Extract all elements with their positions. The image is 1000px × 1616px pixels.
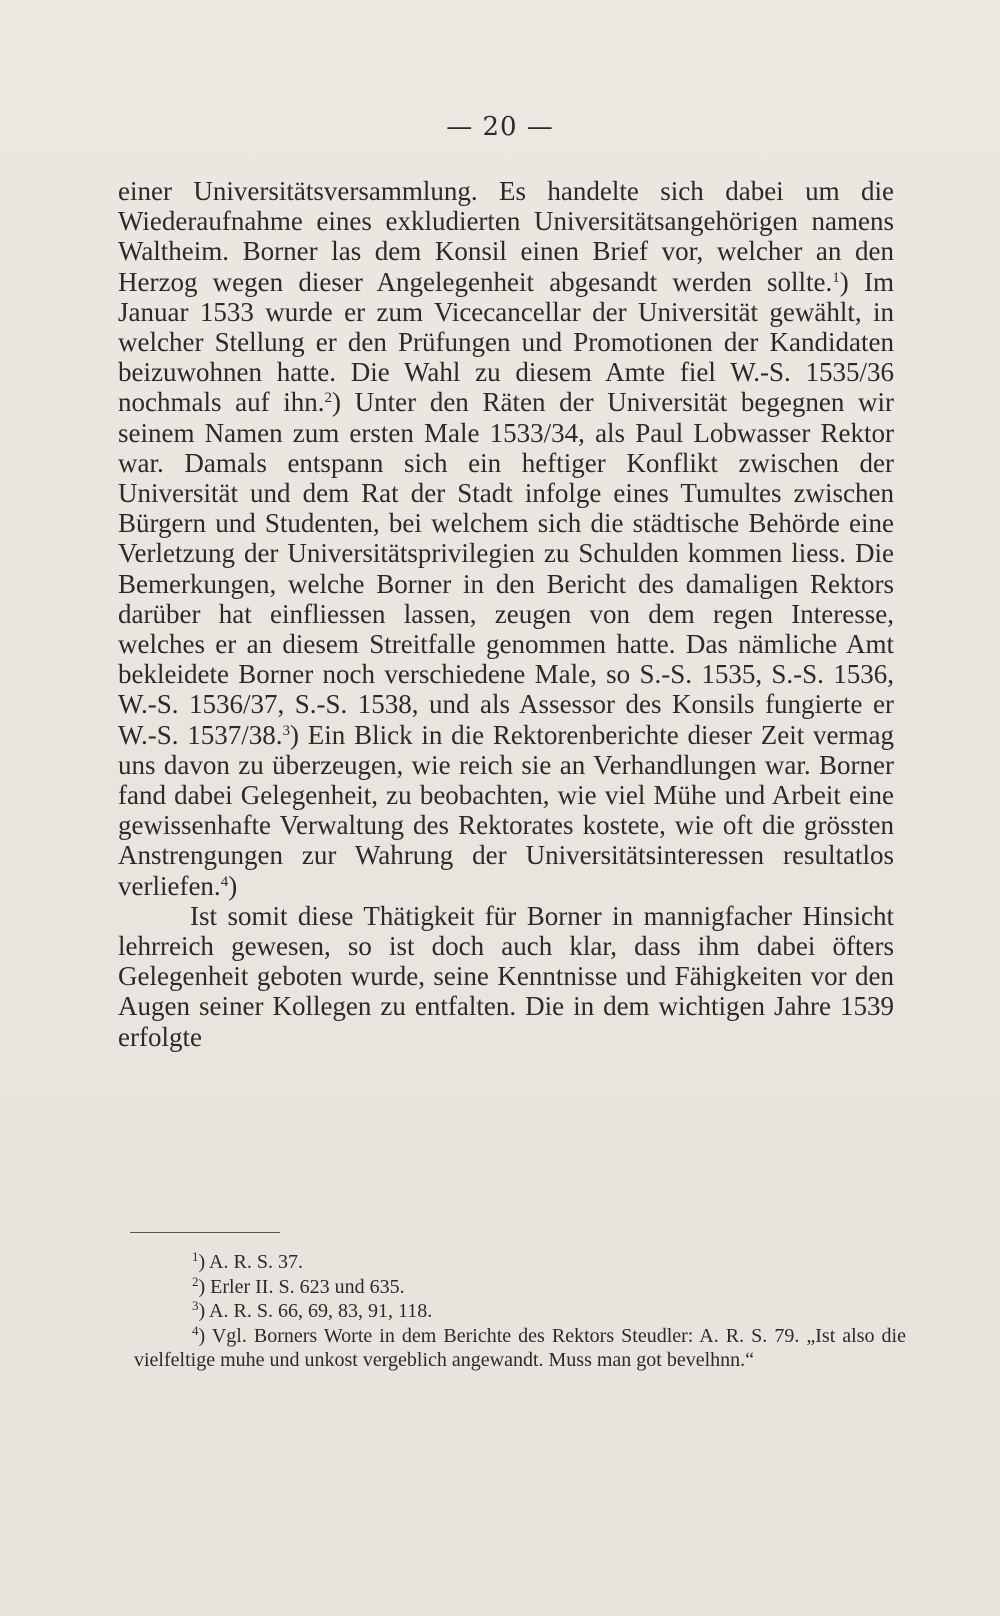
footnote-4: [134, 1324, 906, 1373]
paragraph-1-part-c: ) Unter den Räten der Universität begegnen wir seinem Namen zum ersten Male 1533/34, als Paul Lobwasser Rektor war. Damals entspann sich ein heftiger Konflikt zwischen der Universität und dem Rat der Stadt infolge eines Tumultes zwischen Bürgern und Studenten, bei welchem sich die städtische Behörde eine Verletzung der Universitätsprivilegien zu Schulden kommen liess. Die Bemerkungen, welche Borner in den Bericht des damaligen Rektors darüber hat einfliessen lassen, zeugen von dem regen Interesse, welches er an diesem Streitfalle genommen hatte. Das nämliche Amt bekleidete Borner noch verschiedene Male, so S.-S. 1535, S.-S. 1536, W.-S. 1536/37, S.-S. 1538, und als Assessor des Konsils fungierte er W.-S. 1537/38.: [118, 387, 894, 750]
footnote-mark: 4: [192, 1322, 199, 1338]
footnote-text: ) A. R. S. 37.: [198, 1251, 303, 1273]
paragraph-1-part-b: ) Im Januar 1533 wurde er zum Vicecancellar der Universität gewählt, in welcher Stellung er den Prüfungen und Promotionen der Kandidaten beizuwohnen hatte. Die Wahl zu diesem Amte fiel W.-S. 1535/36 nochmals auf ihn.: [118, 266, 894, 418]
page-number: — 20 —: [446, 112, 554, 142]
paragraph-1-part-d: ) Ein Blick in die Rektorenberichte dieser Zeit vermag uns davon zu überzeugen, wie reich sie an Verhandlungen war. Borner fand dabei Gelegenheit, zu beobachten, wie viel Mühe und Arbeit eine gewissenhafte Verwaltung des Rektorates kostete, wie oft die grössten Anstrengungen zur Wahrung der Universitätsinteressen resultatlos verliefen.: [118, 719, 895, 901]
footnote-mark: 1: [192, 1249, 199, 1264]
footnote-ref-4: 4: [220, 873, 229, 890]
footnote-mark: 3: [192, 1298, 199, 1313]
footnote-ref-1: 1: [832, 269, 840, 286]
footnote-3: [134, 1299, 906, 1324]
footnote-2: [134, 1275, 906, 1300]
main-text: [118, 176, 894, 1052]
footnote-text: ) Vgl. Borners Worte in dem Berichte des Rektors Steudler: A. R. S. 79. „Ist also die vielfeltige muhe und unkost vergeblich angewandt. Muss man got bevelhnn.“: [134, 1324, 906, 1371]
paragraph-1-part-e: ): [228, 870, 238, 901]
paragraph-1: [118, 176, 894, 901]
footnote-separator: [130, 1232, 280, 1233]
footnote-text: ) Erler II. S. 623 und 635.: [198, 1275, 405, 1298]
footnote-mark: 2: [192, 1273, 199, 1289]
paragraph-1-part-a: einer Universitätsversammlung. Es handelte sich dabei um die Wiederaufnahme eines exkludierten Universitätsangehörigen namens Waltheim. Borner las dem Konsil einen Brief vor, welcher an den Herzog wegen dieser Angelegenheit abgesandt werden sollte.: [118, 176, 894, 297]
footnote-1: [134, 1250, 906, 1275]
footnote-text: ) A. R. S. 66, 69, 83, 91, 118.: [198, 1300, 433, 1322]
paragraph-2: Ist somit diese Thätigkeit für Borner in mannigfacher Hinsicht lehrreich gewesen, so ist doch auch klar, dass ihm dabei öfters Gelegenheit geboten wurde, seine Kenntnisse und Fähigkeiten vor den Augen seiner Kollegen zu entfalten. Die in dem wichtigen Jahre 1539 erfolgte: [118, 900, 894, 1052]
footnote-ref-3: 3: [282, 722, 291, 739]
footnotes: [134, 1250, 906, 1373]
footnote-ref-2: 2: [324, 390, 333, 407]
